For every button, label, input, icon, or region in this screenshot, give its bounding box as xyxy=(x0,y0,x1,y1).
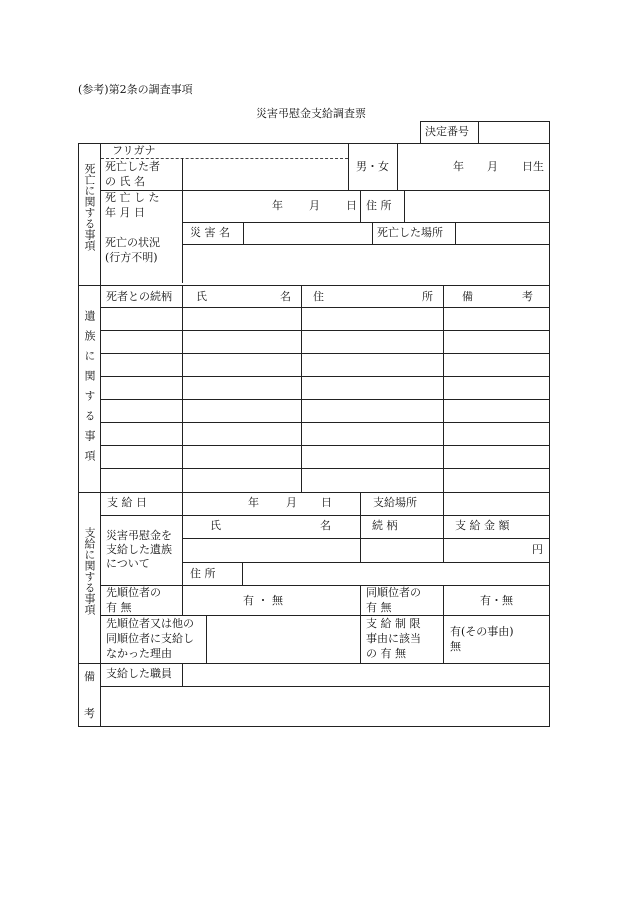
family-row[interactable] xyxy=(101,423,549,445)
gender-select[interactable]: 男・女 xyxy=(356,160,389,173)
death-year-label: 年 xyxy=(272,199,283,212)
recipient-name-header-2: 名 xyxy=(320,519,331,532)
death-circumstance-label-2: (行方不明) xyxy=(105,251,158,264)
family-row[interactable] xyxy=(101,377,549,399)
payment-place-field[interactable] xyxy=(444,493,548,514)
place-of-death-field[interactable] xyxy=(456,223,548,243)
prior-rank-select[interactable]: 有 ・ 無 xyxy=(243,594,283,607)
family-row[interactable] xyxy=(101,354,549,376)
birth-month-label: 月 xyxy=(487,160,498,173)
form-title: 災害弔慰金支給調査票 xyxy=(256,107,366,120)
address-label: 住 所 xyxy=(366,199,392,212)
reference-label: (参考)第2条の調査事項 xyxy=(78,83,193,96)
limit-label-2: 事由に該当 xyxy=(366,632,421,645)
deceased-name-label-1: 死亡した者 xyxy=(105,160,160,173)
family-row[interactable] xyxy=(101,400,549,422)
death-date-label-2: 年 月 日 xyxy=(105,206,145,219)
recipient-relation-header: 続 柄 xyxy=(372,519,398,532)
reason-label-2: 同順位者に支給し xyxy=(106,632,194,645)
reason-label-3: なかった理由 xyxy=(106,647,172,660)
family-row[interactable] xyxy=(101,469,549,491)
section-label-payment: 支給に関する事項 xyxy=(83,527,96,615)
recipient-label-2: 支給した遺族 xyxy=(106,543,172,556)
family-address-header-1: 住 xyxy=(313,290,324,303)
payment-amount-header: 支 給 金 額 xyxy=(455,519,510,532)
decision-number-field[interactable] xyxy=(479,122,548,142)
section-label-death: 死亡に関する事項 xyxy=(83,163,96,251)
same-rank-label-1: 同順位者の xyxy=(366,586,421,599)
staff-label: 支給した職員 xyxy=(106,667,172,680)
reason-field[interactable] xyxy=(207,616,359,662)
deceased-name-label-2: の 氏 名 xyxy=(105,175,145,188)
staff-field[interactable] xyxy=(183,664,548,686)
death-circumstance-field[interactable] xyxy=(183,245,548,284)
recipient-address-label: 住 所 xyxy=(190,567,216,580)
birth-year-label: 年 xyxy=(453,160,464,173)
prior-rank-label-2: 有 無 xyxy=(106,601,132,614)
recipient-name-header-1: 氏 xyxy=(210,519,221,532)
family-relation-header: 死者との続柄 xyxy=(106,290,172,303)
disaster-name-field[interactable] xyxy=(244,223,371,243)
limit-value-no[interactable]: 無 xyxy=(450,640,461,653)
remarks-label-2: 考 xyxy=(84,707,95,720)
family-notes-header-2: 考 xyxy=(522,290,533,303)
address-field[interactable] xyxy=(405,191,548,221)
prior-rank-label-1: 先順位者の xyxy=(106,586,161,599)
recipient-name-field[interactable] xyxy=(183,539,359,561)
payment-month-label: 月 xyxy=(286,496,297,509)
death-circumstance-label-1: 死亡の状況 xyxy=(105,236,160,249)
recipient-relation-field[interactable] xyxy=(361,539,442,561)
remarks-label-1: 備 xyxy=(84,670,95,683)
death-day-label: 日 xyxy=(346,199,357,212)
payment-date-label: 支 給 日 xyxy=(107,496,147,509)
recipient-label-3: について xyxy=(106,557,150,570)
recipient-address-field[interactable] xyxy=(243,563,548,584)
yen-label: 円 xyxy=(532,543,543,556)
family-address-header-2: 所 xyxy=(422,290,433,303)
recipient-label-1: 災害弔慰金を xyxy=(106,529,172,542)
limit-label-3: の 有 無 xyxy=(366,647,406,660)
payment-day-label: 日 xyxy=(321,496,332,509)
deceased-name-field[interactable] xyxy=(183,159,347,189)
limit-value-yes[interactable]: 有(その事由) xyxy=(450,625,514,638)
furigana-label: フリガナ xyxy=(112,144,156,157)
family-row[interactable] xyxy=(101,446,549,468)
family-name-header-2: 名 xyxy=(280,290,291,303)
family-row[interactable] xyxy=(101,308,549,330)
remarks-field[interactable] xyxy=(101,687,548,725)
family-name-header-1: 氏 xyxy=(196,290,207,303)
limit-label-1: 支 給 制 限 xyxy=(366,617,421,630)
family-row[interactable] xyxy=(101,331,549,353)
death-month-label: 月 xyxy=(309,199,320,212)
birth-day-label: 日生 xyxy=(522,160,544,173)
death-date-label-1: 死 亡 し た xyxy=(105,191,160,204)
same-rank-label-2: 有 無 xyxy=(366,601,392,614)
decision-number-label: 決定番号 xyxy=(425,125,469,138)
reason-label-1: 先順位者又は他の xyxy=(106,617,194,630)
section-label-family: 遺族に関する事項 xyxy=(83,310,96,470)
payment-place-label: 支給場所 xyxy=(373,496,417,509)
place-of-death-label: 死亡した場所 xyxy=(377,226,443,239)
same-rank-select[interactable]: 有・無 xyxy=(480,594,513,607)
disaster-name-label: 災 害 名 xyxy=(190,226,230,239)
family-notes-header-1: 備 xyxy=(462,290,473,303)
payment-year-label: 年 xyxy=(248,496,259,509)
